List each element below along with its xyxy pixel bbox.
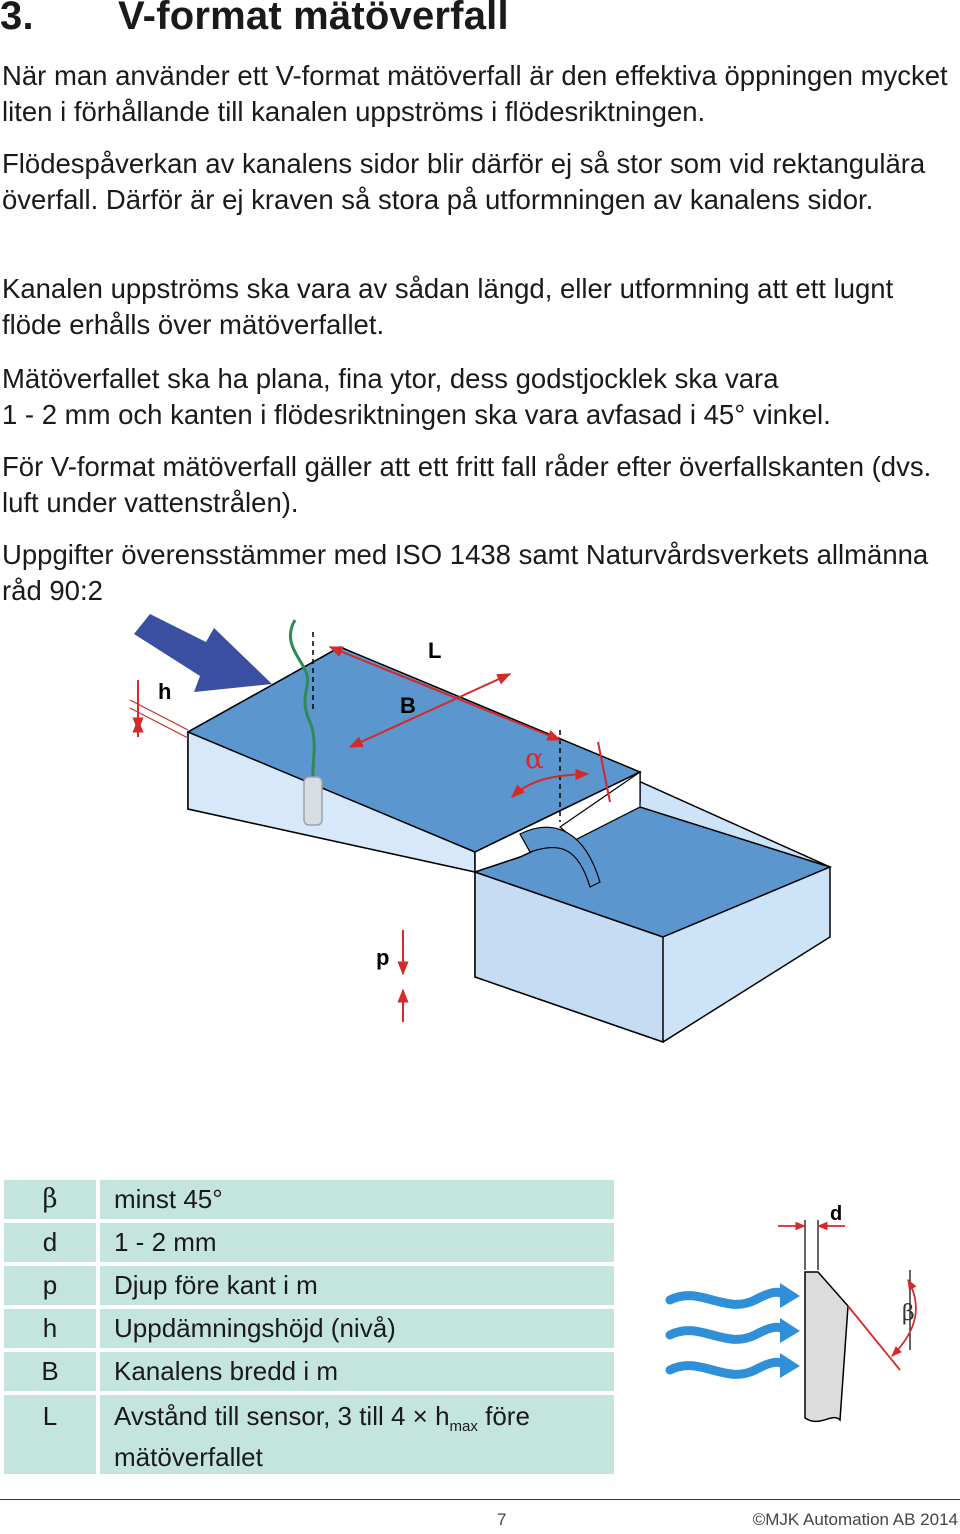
legend-symbol: β [4, 1180, 98, 1221]
legend-row [4, 1221, 614, 1264]
legend-row [4, 1180, 614, 1221]
legend-subscript: max [449, 1418, 478, 1435]
label-p: p [376, 945, 390, 970]
label-L: L [428, 638, 442, 663]
footer-divider [0, 1499, 960, 1500]
legend-description: Uppdämningshöjd (nivå) [98, 1307, 614, 1350]
legend-description-text: före mätöverfallet [114, 1401, 530, 1472]
weir-plate-section [805, 1272, 848, 1421]
symbol-legend-table [4, 1180, 614, 1478]
weir-edge-detail-diagram [660, 1190, 950, 1440]
legend-description: 1 - 2 mm [98, 1221, 614, 1264]
legend-description: Kanalens bredd i m [98, 1350, 614, 1393]
flow-arrowheads [780, 1283, 800, 1378]
legend-row [4, 1264, 614, 1307]
label-beta: β [902, 1301, 915, 1326]
paragraph [2, 361, 957, 433]
label-h: h [158, 679, 172, 704]
legend-description-text: Avstånd till sensor, 3 till 4 × h [114, 1401, 450, 1431]
section-title: V-format mätöverfall [118, 0, 509, 38]
copyright-notice: ©MJK Automation AB 2014 [752, 1510, 958, 1529]
legend-symbol: L [4, 1393, 98, 1476]
legend-row [4, 1350, 614, 1393]
paragraph-line: 1 - 2 mm och kanten i flödesriktningen ska vara avfasad i 45° vinkel. [2, 399, 831, 430]
legend-symbol: d [4, 1221, 98, 1264]
flow-wave-icons [670, 1292, 785, 1374]
legend-row [4, 1307, 614, 1350]
legend-row [4, 1393, 614, 1476]
legend-symbol: p [4, 1264, 98, 1307]
label-B: B [400, 693, 416, 718]
legend-symbol: h [4, 1307, 98, 1350]
paragraph: När man använder ett V-format mätöverfall är den effektiva öppningen mycket liten i förhållande till kanalen uppströms i flödesriktningen. [2, 60, 948, 127]
label-d: d [830, 1203, 843, 1225]
legend-description: minst 45° [98, 1180, 614, 1221]
paragraph-line: Mätöverfallet ska ha plana, fina ytor, dess godstjocklek ska vara [2, 363, 779, 394]
legend-description [98, 1393, 614, 1476]
flow-direction-arrow [134, 614, 272, 692]
section-heading [0, 0, 509, 39]
paragraph: Uppgifter överensstämmer med ISO 1438 samt Naturvårdsverkets allmänna råd 90:2 [2, 539, 929, 606]
v-weir-channel-diagram [0, 612, 960, 1052]
paragraph: För V-format mätöverfall gäller att ett fritt fall råder efter överfallskanten (dvs. luft under vattenstrålen). [2, 451, 932, 518]
paragraph: Kanalen uppströms ska vara av sådan längd, eller utformning att ett lugnt flöde erhålls över mätöverfallet. [2, 273, 894, 340]
detail-dimension-lines [778, 1220, 916, 1370]
legend-symbol: B [4, 1350, 98, 1393]
label-alpha: α [525, 742, 544, 775]
page-number: 7 [497, 1510, 507, 1529]
legend-description: Djup före kant i m [98, 1264, 614, 1307]
paragraph: Flödespåverkan av kanalens sidor blir därför ej så stor som vid rektangulära överfall. Därför är ej kraven så stora på utformningen av kanalens sidor. [2, 148, 926, 215]
section-number: 3. [0, 0, 34, 38]
